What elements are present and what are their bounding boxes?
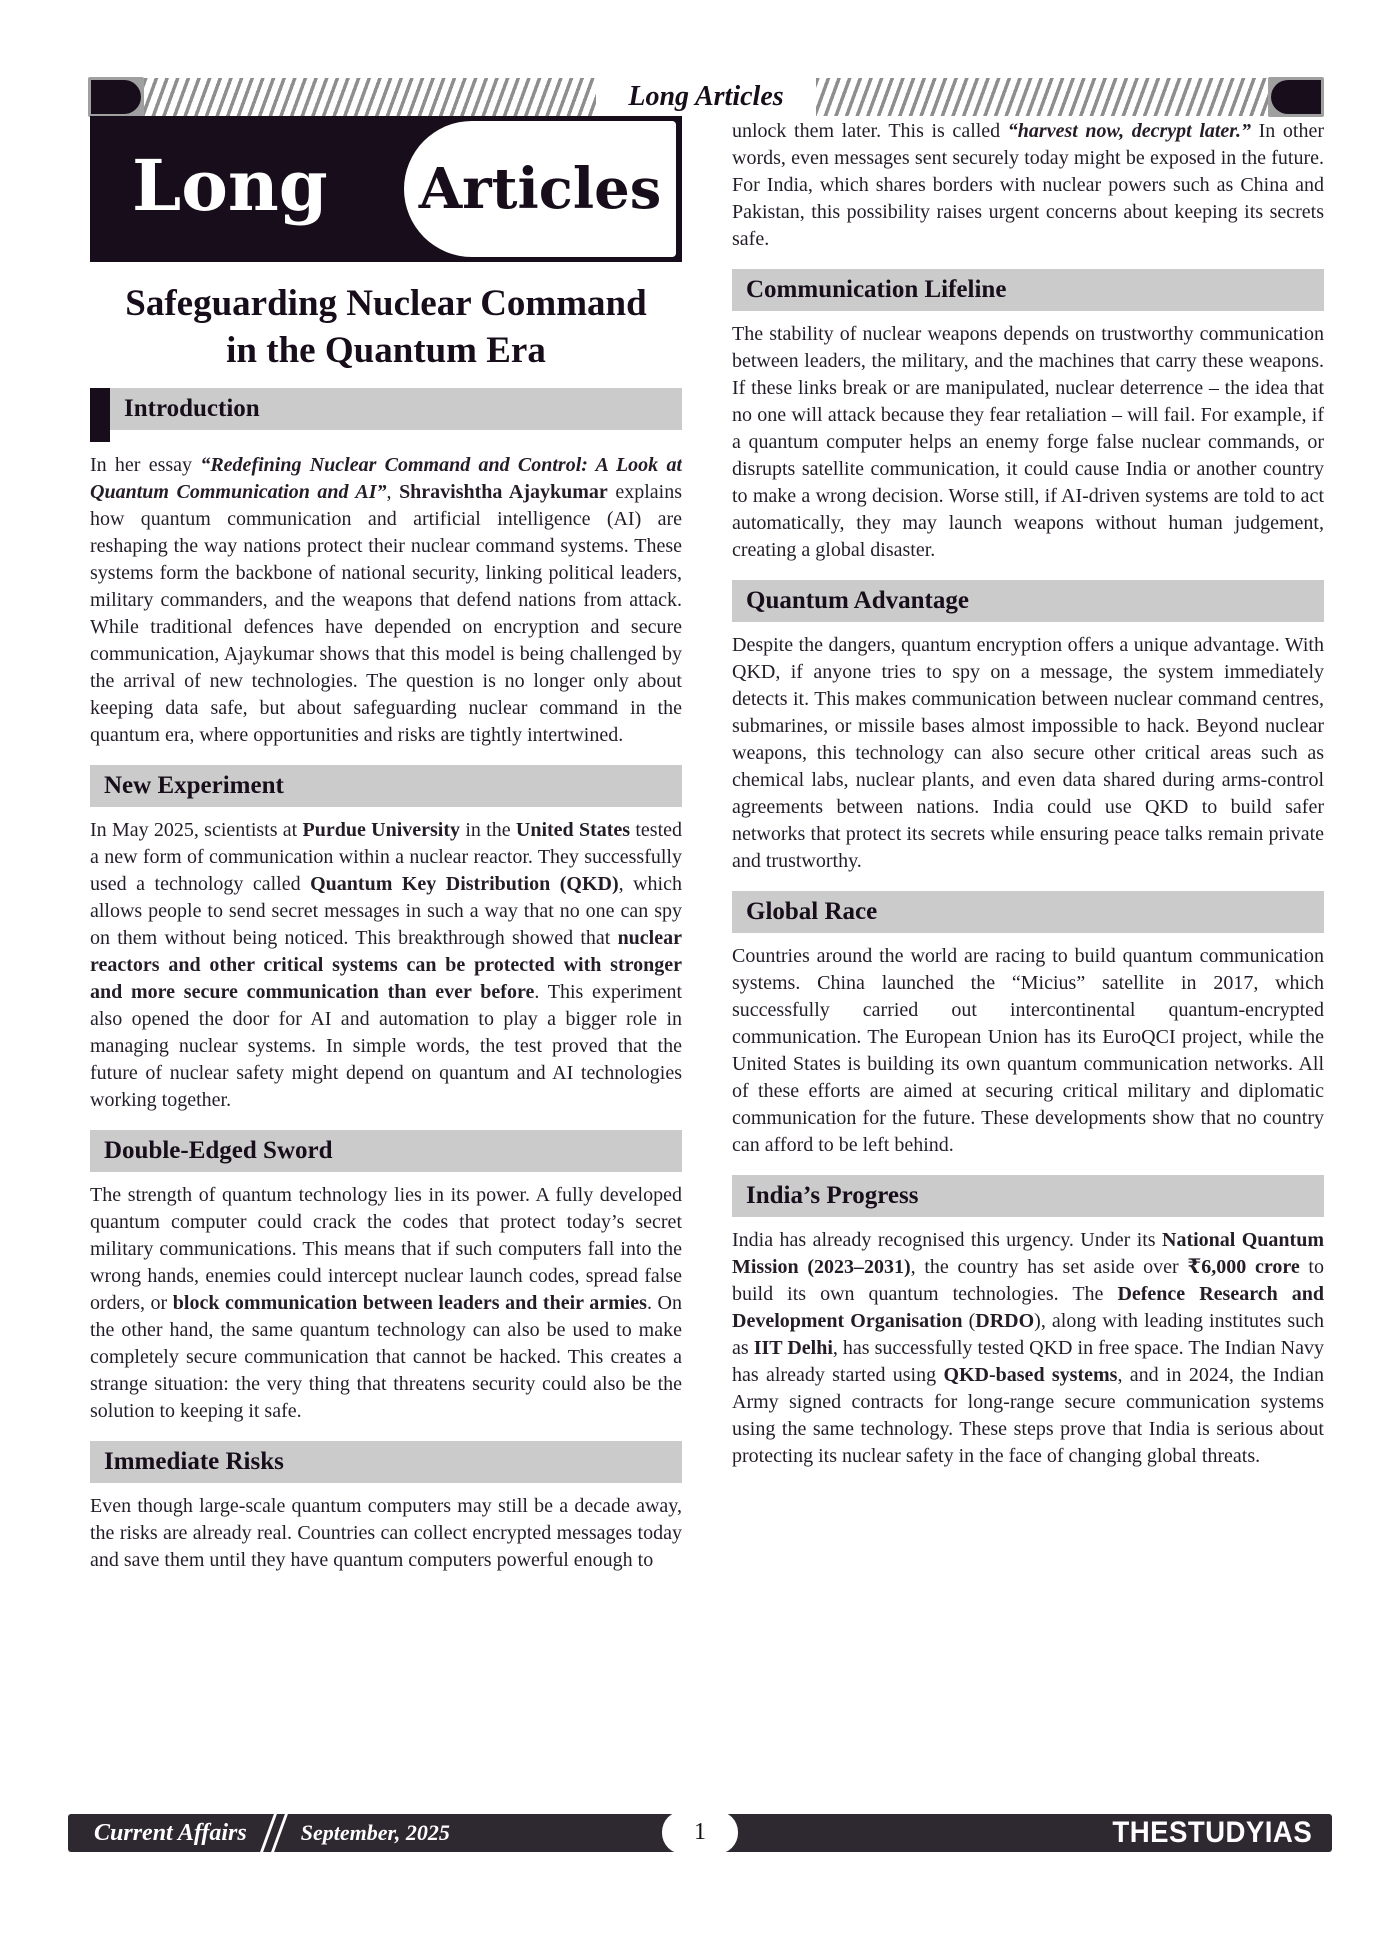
- text-run: IIT Delhi: [753, 1337, 833, 1359]
- section-heading-row: [90, 1130, 682, 1172]
- text-run: . This experiment also opened the door for AI and automation to play a bigger role in managing nuclear systems. In simple words, the test proved that the future of nuclear safety might depend on quantum and AI technologies working together.: [90, 981, 682, 1111]
- double-slash-icon: [263, 1810, 285, 1856]
- text-run: The stability of nuclear weapons depends on trustworthy communication between leaders, the military, and the machines that carry these weapons. If these links break or are manipulated, nuclear deterrence – the idea that no one will attack because they fear retaliation – will fail. For example, if a quantum computer helps an enemy forge false nuclear commands, or disrupts satellite communication, it could cause India or another country to make a wrong decision. Worse still, if AI-driven systems are told to act automatically, they may launch weapons without human judgement, creating a global disaster.: [732, 323, 1324, 561]
- text-run: in the: [460, 819, 516, 841]
- banner-left-cap: [88, 77, 144, 117]
- logo-word-articles: Articles: [418, 156, 662, 222]
- logo-word-long: Long: [132, 144, 328, 228]
- section-heading: Double-Edged Sword: [104, 1137, 333, 1164]
- banner-stripes-left: [144, 78, 596, 116]
- text-run: The strength of quantum technology lies in its power. A fully developed quantum computer could crack the codes that protect today’s secret military communications. This means that if such computers fall into the wrong hands, enemies could intercept nuclear launch codes, spread false orders, or: [90, 1184, 682, 1314]
- text-run: In other words, even messages sent securely today might be exposed in the future. For India, which shares borders with nuclear powers such as China and Pakistan, this possibility raises urgent concerns about keeping its secrets safe.: [732, 120, 1324, 250]
- paragraph: [90, 452, 682, 749]
- section-heading-row: [90, 765, 682, 807]
- section-heading-row: [732, 891, 1324, 933]
- right-column-sections: [732, 118, 1324, 1470]
- section-heading: New Experiment: [104, 772, 284, 799]
- text-run: Despite the dangers, quantum encryption offers a unique advantage. With QKD, if anyone tries to spy on a message, the system immediately detects it. This makes communication between nuclear command centres, submarines, or missile bases almost impossible to hack. Beyond nuclear weapons, this technology can also secure other critical areas such as chemical labs, nuclear plants, and even data shared during arms-control agreements between nations. India could use QKD to build safer networks that protect its secrets while ensuring peace talks remain private and trustworthy.: [732, 634, 1324, 872]
- article-title: [90, 280, 682, 374]
- section-heading-bar: [90, 1130, 682, 1172]
- paragraph: [732, 321, 1324, 564]
- text-run: QKD-based systems: [943, 1364, 1118, 1386]
- right-column: [732, 104, 1324, 1808]
- text-run: In her essay: [90, 454, 201, 476]
- banner-left-cap-pill: [91, 80, 141, 114]
- section-heading: Introduction: [124, 395, 260, 422]
- text-run: , the country has set aside over: [910, 1256, 1188, 1278]
- section-heading: Immediate Risks: [104, 1448, 284, 1475]
- heading-marker-square: [90, 388, 110, 442]
- text-run: explains how quantum communication and artificial intelligence (AI) are reshaping the way nations protect their nuclear command systems. These systems form the backbone of national security, linking political leaders, military commanders, and the weapons that defend nations from attack. While traditional defences have depended on encryption and secure communication, Ajaykumar shows that this model is being challenged by the arrival of new technologies. The question is no longer only about keeping data safe, but about safeguarding nuclear command in the quantum era, where opportunities and risks are tightly intertwined.: [90, 481, 682, 746]
- footer-issue-date: September, 2025: [300, 1820, 450, 1845]
- text-run: nuclear reactors and other critical systems can be protected with stronger and more secure communication than ever before: [90, 927, 682, 1003]
- text-run: ), along with leading institutes such as: [732, 1310, 1324, 1359]
- text-run: National Quantum Mission (2023–2031): [732, 1229, 1324, 1278]
- section-heading-bar: [732, 269, 1324, 311]
- section-heading-bar: [90, 1441, 682, 1483]
- text-run: tested a new form of communication within a nuclear reactor. They successfully used a technology called: [90, 819, 682, 895]
- text-run: Defence Research and Development Organisation: [732, 1283, 1324, 1332]
- text-run: Countries around the world are racing to build quantum communication systems. China launched the “Micius” satellite in 2017, which successfully carried out intercontinental quantum-encrypted communication. The European Union has its EuroQCI project, while the United States is building its own quantum communication networks. All of these efforts are aimed at securing critical military and diplomatic communication for the future. These developments show that no country can afford to be left behind.: [732, 945, 1324, 1156]
- text-run: Even though large-scale quantum computers may still be a decade away, the risks are already real. Countries can collect encrypted messages today and save them until they have quantum computers powerful enough to: [90, 1495, 682, 1571]
- section-heading-row: [732, 580, 1324, 622]
- text-run: unlock them later. This is called: [732, 120, 1008, 142]
- footer-left-group: [94, 1810, 450, 1856]
- left-column-sections: [90, 388, 682, 1574]
- paragraph: [732, 1227, 1324, 1470]
- section-heading: India’s Progress: [746, 1182, 919, 1209]
- text-run: to build its own quantum technologies. The: [732, 1256, 1324, 1305]
- text-run: , and in 2024, the Indian Army signed contracts for long-range secure communication systems using the same technology. These steps prove that India is serious about protecting its nuclear safety in the face of changing global threats.: [732, 1364, 1324, 1467]
- paragraph: [732, 632, 1324, 875]
- text-run: ₹6,000 crore: [1187, 1256, 1300, 1278]
- section-heading-row: [732, 1175, 1324, 1217]
- section-heading-bar: [732, 1175, 1324, 1217]
- text-run: United States: [515, 819, 631, 841]
- text-run: (: [962, 1310, 976, 1332]
- text-run: DRDO: [975, 1310, 1035, 1332]
- page-number: 1: [694, 1819, 706, 1845]
- section-heading: Quantum Advantage: [746, 587, 969, 614]
- page-number-badge: [662, 1811, 738, 1854]
- section-heading-row: [90, 1441, 682, 1483]
- section-heading: Global Race: [746, 898, 878, 925]
- text-run: “Redefining Nuclear Command and Control: A Look at Quantum Communication and AI”: [90, 454, 682, 503]
- paragraph: [732, 943, 1324, 1159]
- text-run: . On the other hand, the same quantum technology can also be used to make completely secure communication that cannot be hacked. This creates a strange situation: the very thing that threatens security could also be the solution to keeping it safe.: [90, 1292, 682, 1422]
- banner-title: Long Articles: [628, 81, 784, 112]
- text-run: , has successfully tested QKD in free space. The Indian Navy has already started using: [732, 1337, 1324, 1386]
- logo-pill: [404, 121, 676, 257]
- text-run: In May 2025, scientists at: [90, 819, 303, 841]
- left-column: [90, 116, 682, 1808]
- footer-brand: Current Affairs: [94, 1819, 247, 1846]
- section-heading-bar: [732, 580, 1324, 622]
- section-heading-row: [90, 388, 682, 442]
- paragraph: [90, 1182, 682, 1425]
- text-run: ,: [386, 481, 400, 503]
- footer: [68, 1814, 1332, 1852]
- long-articles-logo: [90, 116, 682, 262]
- text-run: Purdue University: [302, 819, 461, 841]
- text-run: “harvest now, decrypt later.”: [1007, 120, 1251, 142]
- paragraph: [90, 1493, 682, 1574]
- text-run: India has already recognised this urgency. Under its: [732, 1229, 1162, 1251]
- section-heading-bar: [90, 765, 682, 807]
- paragraph: [732, 118, 1324, 253]
- paragraph: [90, 817, 682, 1114]
- section-heading-row: [732, 269, 1324, 311]
- section-heading-bar: [110, 388, 682, 430]
- text-run: , which allows people to send secret messages in such a way that no one can spy on them without being noticed. This breakthrough showed that: [90, 873, 682, 949]
- article-title-line1: Safeguarding Nuclear Command: [125, 283, 647, 324]
- section-heading-bar: [732, 891, 1324, 933]
- text-run: Shravishtha Ajaykumar: [399, 481, 608, 503]
- article-title-line2: in the Quantum Era: [226, 330, 546, 371]
- text-run: block communication between leaders and their armies: [172, 1292, 647, 1314]
- footer-publisher: THESTUDYIAS: [1112, 1816, 1312, 1849]
- text-run: Quantum Key Distribution (QKD): [310, 873, 619, 895]
- section-heading: Communication Lifeline: [746, 276, 1007, 303]
